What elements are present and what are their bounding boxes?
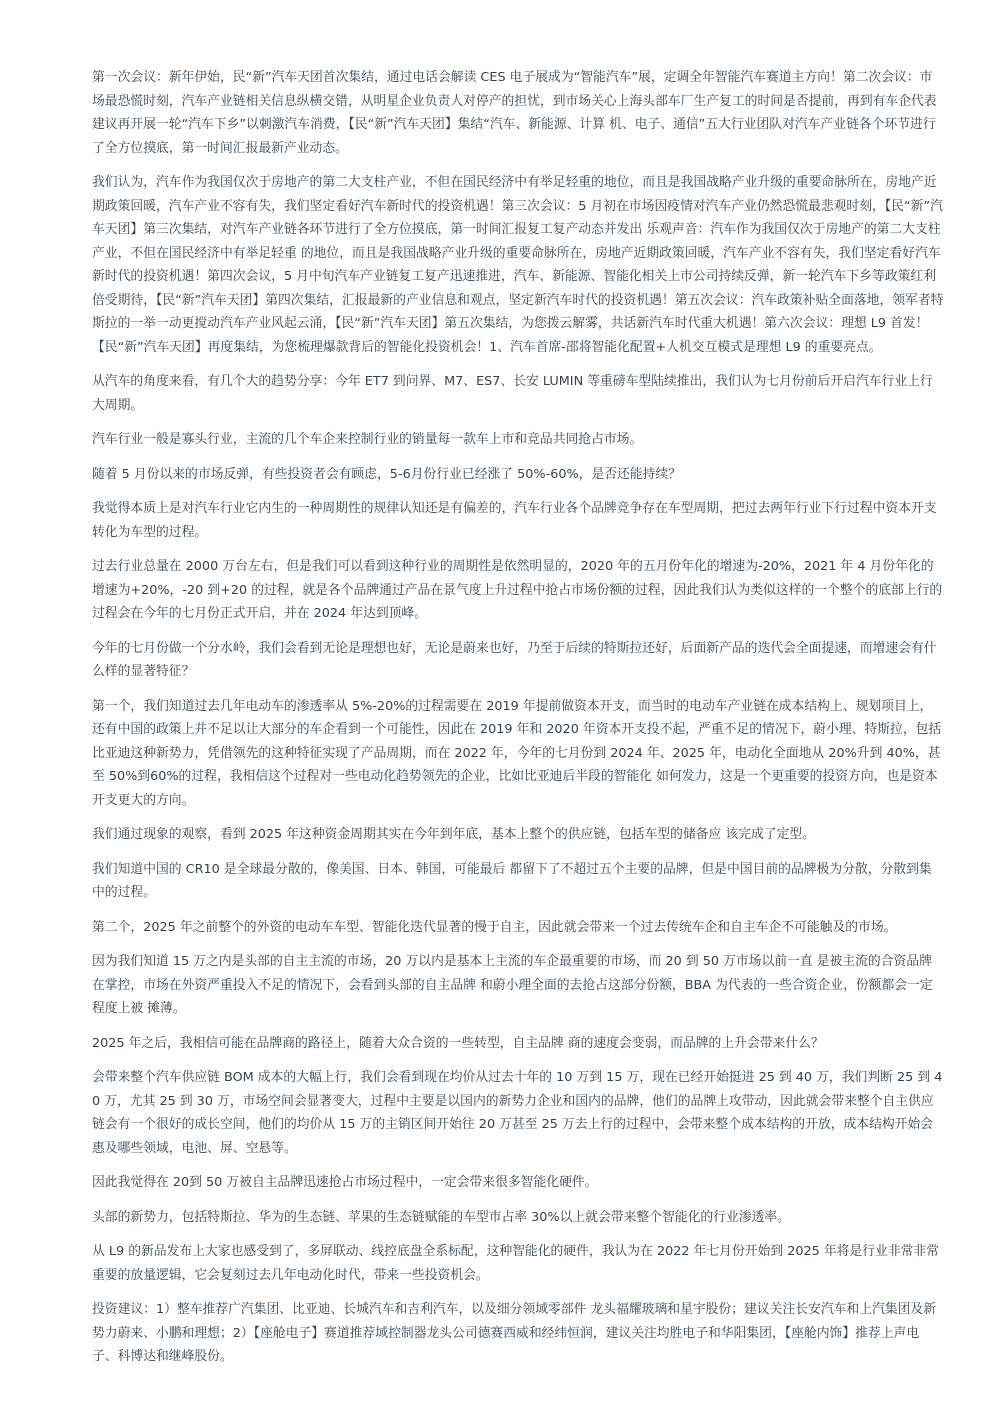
paragraph: 第二个，2025 年之前整个的外资的电动车车型、智能化迭代显著的慢于自主，因此就会带来一个过去传统车企和自主车企不可能触及的市场。 bbox=[92, 919, 897, 935]
paragraph: 今年的七月份做一个分水岭，我们会看到无论是理想也好，无论是蔚来也好，乃至于后续的特斯拉还好，后面新产品的迭代会全面提速，而增速会有什么样的显著特征？ bbox=[92, 640, 937, 679]
paragraph: 随着 5 月份以来的市场反弹，有些投资者会有顾虑，5-6月份行业已经涨了 50%-60%，是否还能持续？ bbox=[92, 466, 682, 482]
paragraph: 第一个，我们知道过去几年电动车的渗透率从 5%-20%的过程需要在 2019 年提前做资本开支，而当时的电动车产业链在成本结构上、规划项目上，还有中国的政策上并不足以让大部分的车企看到一个可能性，因此在 2019 年和 2020 年资本开支投不起，严重不足的情况下，蔚小理、特斯拉，包括比亚迪这种新势力，凭借领先的这种特征实现了产品周期，而在 2022 年，今年的七月份到 2024 年、2025 年，电动化全面地从 20%升到 40%，甚至 50%到60%的过程，我相信这个过程对一些电动化趋势领先的企业，比如比亚迪后半段的智能化 如何发力，这是一个更重要的投资方向，也是资本开支更大的方向。 bbox=[92, 698, 942, 808]
paragraph: 我觉得本质上是对汽车行业它内生的一种周期性的规律认知还是有偏差的，汽车行业各个品牌竞争存在车型周期，把过去两年行业下行过程中资本开支转化为车型的过程。 bbox=[92, 501, 937, 540]
paragraph: 因此我觉得在 20到 50 万被自主品牌迅速抢占市场过程中，一定会带来很多智能化硬件。 bbox=[92, 1175, 598, 1190]
paragraph: 因为我们知道 15 万之内是头部的自主主流的市场，20 万以内是基本上主流的车企最重要的市场，而 20 到 50 万市场以前一直 是被主流的合资品牌在掌控，市场在外资严重投入不足的情况下，会看到头部的自主品牌 和蔚小理全面的去抢占这部分份额，BBA 为代表的一些合资企业，份额都会一定程度上被 摊薄。 bbox=[92, 954, 933, 1016]
paragraph: 头部的新势力，包括特斯拉、华为的生态链、苹果的生态链赋能的车型市占率 30%以上就会带来整个智能化的行业渗透率。 bbox=[92, 1209, 790, 1225]
paragraph: 2025 年之后，我相信可能在品牌商的路径上，随着大众合资的一些转型，自主品牌 商的速度会变弱，而品牌的上升会带来什么？ bbox=[92, 1035, 824, 1051]
paragraph: 会带来整个汽车供应链 BOM 成本的大幅上行，我们会看到现在均价从过去十年的 10 万到 15 万，现在已经开始挺进 25 到 40 万，我们判断 25 到 40 万，尤其 25 到 30 万，市场空间会显著变大，过程中主要是以国内的新势力企业和国内的品牌，他们的品牌上攻带动，因此就会带来整个自主供应链会有一个很好的成长空间，他们的均价从 15 万的主销区间开始往 20 万甚至 25 万去上行的过程中，会带来整个成本结构的开放，成本结构开始会惠及哪些领域，电池、屏、空悬等。 bbox=[92, 1070, 943, 1156]
document-body bbox=[92, 66, 944, 1380]
paragraph: 我们通过现象的观察，看到 2025 年这种资金周期其实在今年到年底，基本上整个的供应链，包括车型的储备应 该完成了定型。 bbox=[92, 827, 816, 842]
paragraph: 我们认为，汽车作为我国仅次于房地产的第二大支柱产业，不但在国民经济中有举足轻重的地位，而且是我国战略产业升级的重要命脉所在，房地产近期政策回暖，汽车产业不容有失，我们坚定看好汽车新时代的投资机遇！第三次会议：5 月初在市场因疫情对汽车产业仍然恐慌最悲观时刻，【民“新”汽车天团】第三次集结，对汽车产业链各环节进行了全方位摸底，第一时间汇报复工复产动态并发出 乐观声音：汽车作为我国仅次于房地产的第二大支柱产业，不但在国民经济中有举足轻重 的地位，而且是我国战略产业升级的重要命脉所在，房地产近期政策回暖，汽车产业不容有失，我们坚定看好汽车新时代的投资机遇！第四次会议，5 月中旬汽车产业链复工复产迅速推进，汽车、新能源、智能化相关上市公司持续反弹，新一轮汽车下乡等政策红利倍受期待，【民“新”汽车天团】第四次集结，汇报最新的产业信息和观点，坚定新汽车时代的投资机遇！第五次会议：汽车政策补贴全面落地，领军者特斯拉的一举一动更搅动汽车产业风起云涌，【民“新”汽车天团】第五次集结，为您拨云解雾，共话新汽车时代重大机遇！第六次会议：理想 L9 首发！【民“新”汽车天团】再度集结，为您梳理爆款背后的智能化投资机会！1、汽车首席-邵将智能化配置+人机交互模式是理想 L9 的重要亮点。 bbox=[92, 175, 944, 355]
paragraph: 投资建议：1）整车推荐广汽集团、比亚迪、长城汽车和吉利汽车，以及细分领域零部件 龙头福耀玻璃和星宇股份；建议关注长安汽车和上汽集团及新势力蔚来、小鹏和理想；2）【座舱电子】赛道推荐域控制器龙头公司德赛西威和经纬恒润，建议关注均胜电子和华阳集团，【座舱内饰】推荐上声电子、科博达和继峰股份。 bbox=[92, 1302, 937, 1364]
paragraph: 从 L9 的新品发布上大家也感受到了，多屏联动、线控底盘全系标配，这种智能化的硬件，我认为在 2022 年七月份开始到 2025 年将是行业非常非常重要的放量逻辑，它会复刻过去几年电动化时代，带来一些投资机会。 bbox=[92, 1244, 940, 1283]
paragraph: 第一次会议：新年伊始，民“新”汽车天团首次集结，通过电话会解读 CES 电子展成为“智能汽车”展，定调全年智能汽车赛道主方向！第二次会议：市场最恐慌时刻，汽车产业链相关信息纵横交错，从明星企业负责人对停产的担忧，到市场关心上海头部车厂生产复工的时间是否提前，再到有车企代表建议再开展一轮“汽车下乡”以刺激汽车消费，【民“新”汽车天团】集结“汽车、新能源、计算 机、电子、通信”五大行业团队对汽车产业链各个环节进行了全方位摸底，第一时间汇报最新产业动态。 bbox=[92, 70, 937, 156]
paragraph: 从汽车的角度来看，有几个大的趋势分享：今年 ET7 到问界、M7、ES7、长安 LUMIN 等重磅车型陆续推出，我们认为七月份前后开启汽车行业上行大周期。 bbox=[92, 374, 933, 413]
paragraph: 过去行业总量在 2000 万台左右，但是我们可以看到这种行业的周期性是依然明显的，2020 年的五月份年化的增速为-20%，2021 年 4 月份年化的增速为+20%，-20 到+20 的过程，就是各个品牌通过产品在景气度上升过程中抢占市场份额的过程，因此我们认为类似这样的一个整个的底部上行的过程会在今年的七月份正式开启，并在 2024 年达到顶峰。 bbox=[92, 559, 943, 621]
paragraph: 我们知道中国的 CR10 是全球最分散的，像美国、日本、韩国，可能最后 都留下了不超过五个主要的品牌，但是中国目前的品牌极为分散，分散到集中的过程。 bbox=[92, 861, 932, 900]
paragraph: 汽车行业一般是寡头行业，主流的几个车企来控制行业的销量每一款车上市和竞品共同抢占市场。 bbox=[92, 432, 643, 447]
